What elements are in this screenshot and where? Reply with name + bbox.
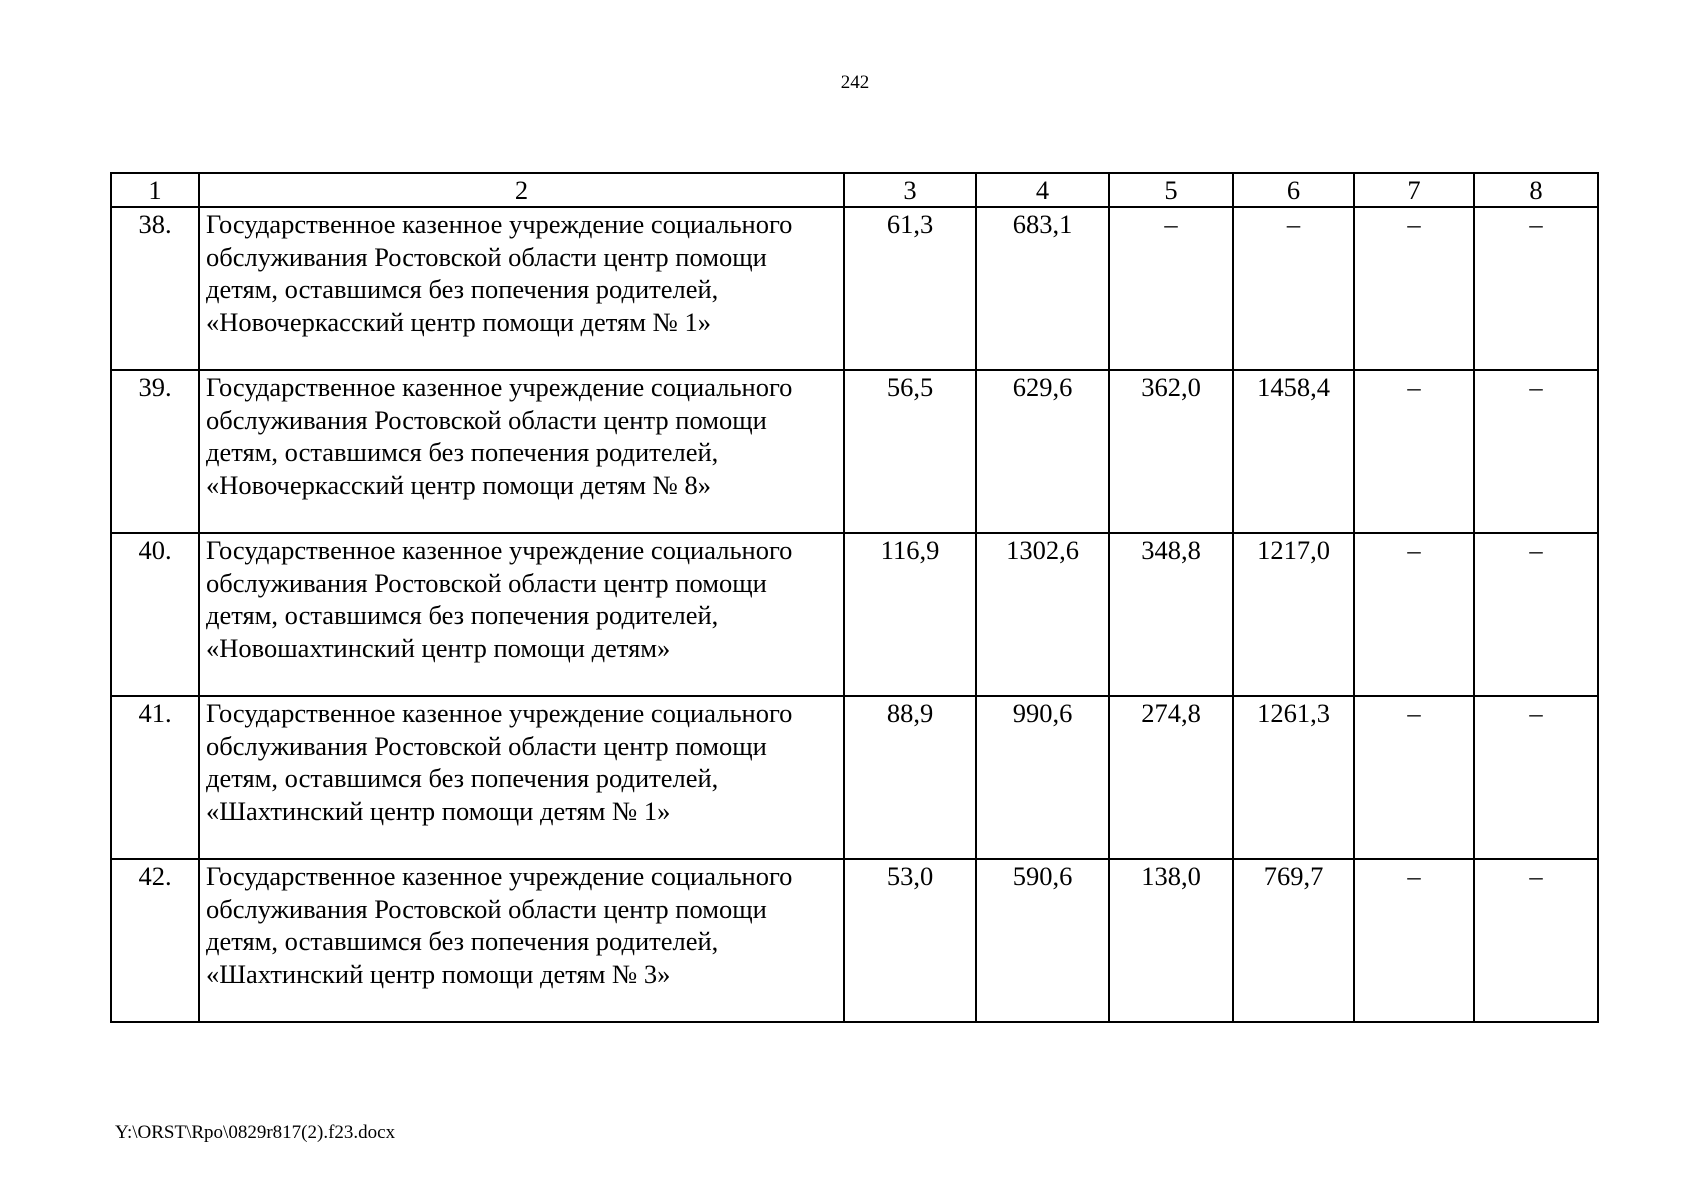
institution-name: Государственное казенное учреждение социального обслуживания Ростовской области центр помощи детям, оставшимся без попечения родителей, «Новочеркасский центр помощи детям № 8» — [199, 370, 844, 533]
value-cell: – — [1474, 696, 1598, 859]
value-cell: 61,3 — [844, 207, 976, 370]
value-cell: 1261,3 — [1233, 696, 1354, 859]
table-row — [111, 533, 1598, 696]
value-cell: – — [1109, 207, 1233, 370]
value-cell: 1458,4 — [1233, 370, 1354, 533]
value-cell: – — [1354, 370, 1474, 533]
table-row — [111, 859, 1598, 1022]
table-row — [111, 370, 1598, 533]
value-cell: 53,0 — [844, 859, 976, 1022]
row-number: 38. — [111, 207, 199, 370]
value-cell: – — [1474, 859, 1598, 1022]
page-number: 242 — [840, 72, 870, 93]
column-header: 3 — [844, 173, 976, 207]
value-cell: 990,6 — [976, 696, 1109, 859]
value-cell: 362,0 — [1109, 370, 1233, 533]
value-cell: – — [1474, 370, 1598, 533]
value-cell: 1217,0 — [1233, 533, 1354, 696]
value-cell: – — [1233, 207, 1354, 370]
institution-name: Государственное казенное учреждение социального обслуживания Ростовской области центр помощи детям, оставшимся без попечения родителей, «Шахтинский центр помощи детям № 3» — [199, 859, 844, 1022]
value-cell: 274,8 — [1109, 696, 1233, 859]
institution-name: Государственное казенное учреждение социального обслуживания Ростовской области центр помощи детям, оставшимся без попечения родителей, «Шахтинский центр помощи детям № 1» — [199, 696, 844, 859]
institution-name: Государственное казенное учреждение социального обслуживания Ростовской области центр помощи детям, оставшимся без попечения родителей, «Новочеркасский центр помощи детям № 1» — [199, 207, 844, 370]
column-header: 1 — [111, 173, 199, 207]
column-header: 7 — [1354, 173, 1474, 207]
value-cell: 138,0 — [1109, 859, 1233, 1022]
value-cell: 56,5 — [844, 370, 976, 533]
value-cell: 348,8 — [1109, 533, 1233, 696]
value-cell: 88,9 — [844, 696, 976, 859]
table-header-row — [111, 173, 1598, 207]
column-header: 5 — [1109, 173, 1233, 207]
data-table — [110, 172, 1599, 1023]
column-header: 6 — [1233, 173, 1354, 207]
value-cell: – — [1354, 207, 1474, 370]
table-row — [111, 696, 1598, 859]
value-cell: – — [1354, 533, 1474, 696]
value-cell: 629,6 — [976, 370, 1109, 533]
column-header: 8 — [1474, 173, 1598, 207]
row-number: 39. — [111, 370, 199, 533]
value-cell: – — [1474, 533, 1598, 696]
table-row — [111, 207, 1598, 370]
row-number: 42. — [111, 859, 199, 1022]
value-cell: 769,7 — [1233, 859, 1354, 1022]
institution-name: Государственное казенное учреждение социального обслуживания Ростовской области центр помощи детям, оставшимся без попечения родителей, «Новошахтинский центр помощи детям» — [199, 533, 844, 696]
footer-file-path: Y:\ORST\Rpo\0829r817(2).f23.docx — [115, 1122, 396, 1143]
value-cell: – — [1354, 696, 1474, 859]
row-number: 40. — [111, 533, 199, 696]
value-cell: – — [1474, 207, 1598, 370]
value-cell: – — [1354, 859, 1474, 1022]
value-cell: 590,6 — [976, 859, 1109, 1022]
column-header: 2 — [199, 173, 844, 207]
row-number: 41. — [111, 696, 199, 859]
value-cell: 1302,6 — [976, 533, 1109, 696]
value-cell: 683,1 — [976, 207, 1109, 370]
column-header: 4 — [976, 173, 1109, 207]
value-cell: 116,9 — [844, 533, 976, 696]
